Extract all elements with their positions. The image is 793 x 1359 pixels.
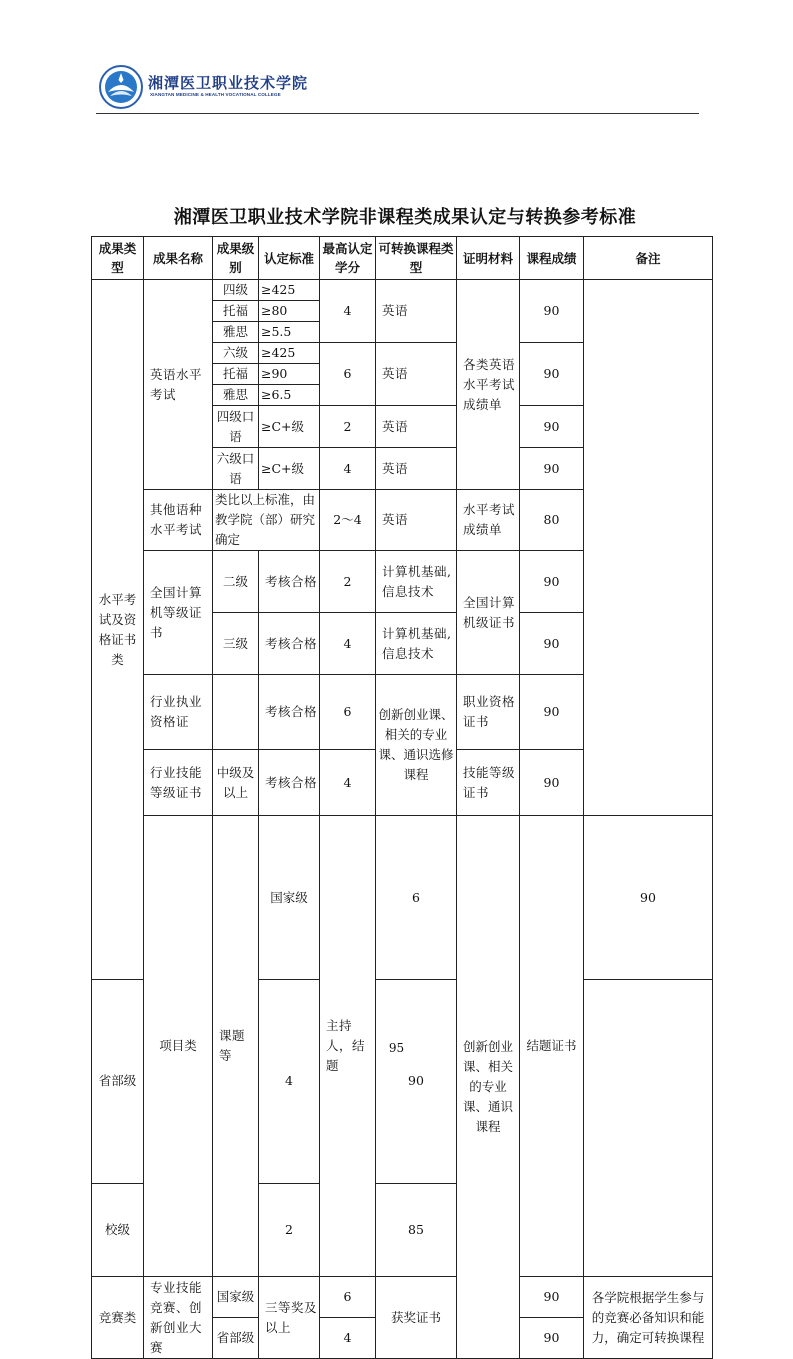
- level-cell: 雅思: [213, 385, 259, 406]
- level-cell: [213, 675, 259, 750]
- level-cell: 六级: [213, 343, 259, 364]
- level-cell: 省部级: [92, 980, 144, 1184]
- header-proof: 证明材料: [457, 237, 520, 280]
- standard-cell: 主持人，结题: [320, 816, 376, 1277]
- credit-cell: 4: [320, 448, 376, 490]
- table-row: [92, 280, 713, 301]
- grade-cell: 90: [520, 613, 584, 675]
- level-cell: 四级: [213, 280, 259, 301]
- grade-cell: 90: [520, 750, 584, 816]
- college-logo-icon: [98, 64, 144, 110]
- level-cell: 二级: [213, 551, 259, 613]
- credit-cell: 4: [320, 280, 376, 343]
- college-name-en: XIANGTAN MEDICINE & HEALTH VOCATIONAL COLLEGE: [150, 92, 281, 97]
- course-type-cell: 英语: [376, 280, 457, 343]
- credit-cell: 4: [320, 613, 376, 675]
- achievement-name-cell: 行业技能等级证书: [144, 750, 213, 816]
- grade-cell: 90: [520, 1277, 584, 1318]
- standard-cell: ≥6.5: [259, 385, 320, 406]
- course-type-cell: 英语: [376, 448, 457, 490]
- grade-cell: 90: [520, 1318, 584, 1359]
- level-cell: 六级口语: [213, 448, 259, 490]
- category-cell: 项目类: [144, 816, 213, 1277]
- proof-cell: 获奖证书: [376, 1277, 457, 1359]
- level-cell: 校级: [92, 1183, 144, 1276]
- credit-cell: 2: [320, 551, 376, 613]
- header-course-type: 可转换课程类型: [376, 237, 457, 280]
- header-level: 成果级别: [213, 237, 259, 280]
- credit-cell: 6: [320, 1277, 376, 1318]
- standard-cell: ≥C+级: [259, 406, 320, 448]
- header-category: 成果类型: [92, 237, 144, 280]
- standard-cell: 考核合格: [259, 675, 320, 750]
- header-name: 成果名称: [144, 237, 213, 280]
- achievement-name-cell: 英语水平考试: [144, 280, 213, 490]
- grade-cell: 90: [520, 343, 584, 406]
- grade-cell: 85: [376, 1183, 457, 1276]
- level-cell: 省部级: [213, 1318, 259, 1359]
- level-cell: 三级: [213, 613, 259, 675]
- achievement-name-cell: 行业执业资格证: [144, 675, 213, 750]
- level-cell: 四级口语: [213, 406, 259, 448]
- course-type-cell: 英语: [376, 490, 457, 551]
- credit-cell: 4: [320, 750, 376, 816]
- standard-cell: 类比以上标准，由教学院（部）研究确定: [213, 490, 320, 551]
- category-cell: 水平考试及资格证书类: [92, 280, 144, 980]
- level-cell: 雅思: [213, 322, 259, 343]
- achievement-name-cell: 全国计算机等级证书: [144, 551, 213, 675]
- document-title: 湘潭医卫职业技术学院非课程类成果认定与转换参考标准: [173, 207, 637, 228]
- header-row: [92, 237, 713, 280]
- grade-cell: 80: [520, 490, 584, 551]
- grade-cell: 90: [520, 675, 584, 750]
- proof-cell: 技能等级证书: [457, 750, 520, 816]
- level-cell: 国家级: [213, 1277, 259, 1318]
- credit-cell: 2: [320, 406, 376, 448]
- course-type-cell: 计算机基础,信息技术: [376, 613, 457, 675]
- college-name: 湘潭医卫职业技术学院: [148, 74, 309, 92]
- note-cell: [584, 280, 713, 816]
- level-cell: 托福: [213, 301, 259, 322]
- grade-cell: 90: [376, 980, 457, 1184]
- course-type-cell: 创新创业课、相关的专业课、通识选修课程: [376, 675, 457, 816]
- standard-cell: ≥5.5: [259, 322, 320, 343]
- credit-cell: 6: [320, 675, 376, 750]
- standard-cell: 三等奖及以上: [259, 1277, 320, 1359]
- standard-cell: 考核合格: [259, 613, 320, 675]
- standard-cell: ≥90: [259, 364, 320, 385]
- credit-cell: 4: [259, 980, 320, 1184]
- proof-cell: 水平考试成绩单: [457, 490, 520, 551]
- credit-cell: 2～4: [320, 490, 376, 551]
- table-row: [92, 816, 713, 980]
- achievement-name-cell: 其他语种水平考试: [144, 490, 213, 551]
- level-cell: 托福: [213, 364, 259, 385]
- table-row: [92, 1277, 713, 1318]
- proof-cell: 结题证书: [520, 816, 584, 1277]
- grade-cell: 90: [520, 551, 584, 613]
- level-cell: 国家级: [259, 816, 320, 980]
- course-type-cell: 英语: [376, 406, 457, 448]
- category-cell: 竞赛类: [92, 1277, 144, 1359]
- credit-cell: 6: [376, 816, 457, 980]
- proof-cell: 各类英语水平考试成绩单: [457, 280, 520, 490]
- proof-cell: 职业资格证书: [457, 675, 520, 750]
- course-type-cell: 创新创业课、相关的专业课、通识课程: [457, 816, 520, 1359]
- course-type-cell: 计算机基础,信息技术: [376, 551, 457, 613]
- credit-cell: 6: [320, 343, 376, 406]
- note-cell: 各学院根据学生参与的竞赛必备知识和能力，确定可转换课程: [584, 1277, 713, 1359]
- standard-cell: ≥80: [259, 301, 320, 322]
- header-standard: 认定标准: [259, 237, 320, 280]
- header-max-credit: 最高认定学分: [320, 237, 376, 280]
- standard-cell: ≥C+级: [259, 448, 320, 490]
- page-number: 95: [388, 1041, 405, 1055]
- achievement-name-cell: 课题等: [213, 816, 259, 1277]
- standard-cell: ≥425: [259, 280, 320, 301]
- standard-cell: 考核合格: [259, 750, 320, 816]
- header-grade: 课程成绩: [520, 237, 584, 280]
- level-cell: 中级及以上: [213, 750, 259, 816]
- standard-cell: 考核合格: [259, 551, 320, 613]
- grade-cell: 90: [520, 448, 584, 490]
- credit-cell: 4: [320, 1318, 376, 1359]
- header-note: 备注: [584, 237, 713, 280]
- header-divider: [96, 113, 699, 114]
- proof-cell: 全国计算机级证书: [457, 551, 520, 675]
- credit-cell: 2: [259, 1183, 320, 1276]
- standard-cell: ≥425: [259, 343, 320, 364]
- grade-cell: 90: [584, 816, 713, 980]
- grade-cell: 90: [520, 280, 584, 343]
- standards-table: [91, 236, 713, 1359]
- course-type-cell: 英语: [376, 343, 457, 406]
- achievement-name-cell: 专业技能竞赛、创新创业大赛: [144, 1277, 213, 1359]
- grade-cell: 90: [520, 406, 584, 448]
